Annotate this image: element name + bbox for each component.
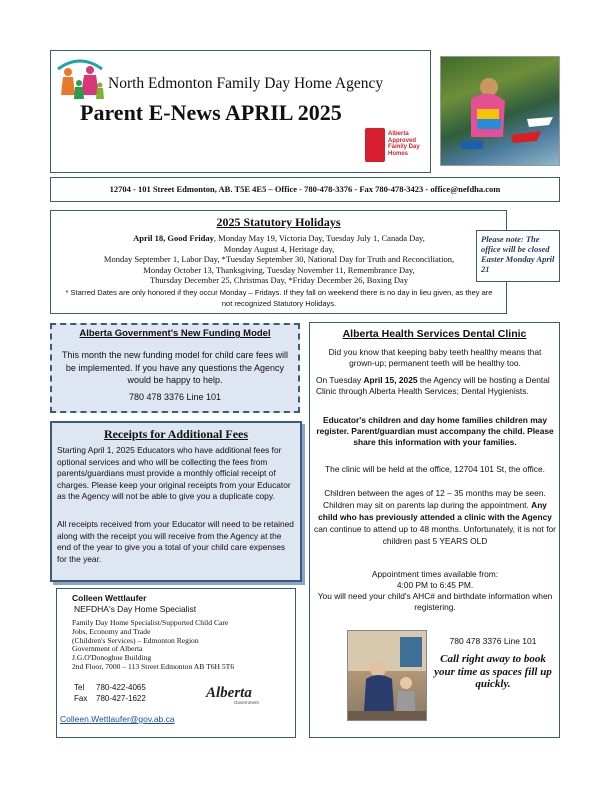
holidays-line-1 bbox=[55, 233, 503, 244]
dental-ages bbox=[314, 487, 556, 547]
receipts-title: Receipts for Additional Fees bbox=[103, 427, 249, 441]
funding-title: Alberta Government's New Funding Model bbox=[79, 328, 271, 339]
specialist-department bbox=[72, 619, 234, 672]
alberta-logo-sub: Government bbox=[234, 700, 259, 705]
specialist-role: NEFDHA's Day Home Specialist bbox=[74, 604, 197, 614]
dental-call-to-action: Call right away to book your time as spaces fill up quickly. bbox=[434, 653, 552, 690]
dept-line-2: Jobs, Economy and Trade bbox=[72, 626, 151, 636]
fax-label: Fax bbox=[74, 694, 88, 703]
specialist-fax bbox=[74, 694, 146, 703]
dept-line-6: 2nd Floor, 7000 – 113 Street Edmonton AB T6H 5T6 bbox=[72, 661, 235, 671]
appointments-line-2: 4:00 PM to 6:45 PM. bbox=[396, 580, 474, 590]
fax-number: 780-427-1622 bbox=[96, 694, 146, 703]
dental-date-paragraph bbox=[316, 375, 554, 397]
holidays-line-4: Monday October 13, Thanksgiving, Tuesday November 11, Remembrance Day, bbox=[143, 264, 415, 275]
tel-number: 780-422-4065 bbox=[96, 683, 146, 692]
dept-line-4: Government of Alberta bbox=[72, 644, 143, 654]
specialist-tel bbox=[74, 683, 146, 692]
child-playing-water-photo bbox=[440, 56, 560, 166]
dental-eligibility: Educator's children and day home families children may register. Parent/guardian must accompany the child. Please share this information with your families. bbox=[316, 415, 554, 447]
alberta-logo-text: Alberta bbox=[206, 685, 252, 701]
contact-bar: 12704 - 101 Street Edmonton, AB. T5E 4E5 – Office - 780-478-3376 - Fax 780-478-3423 - office@nefdha.com bbox=[50, 177, 560, 202]
dept-line-5: J.G.O'Donoghue Building bbox=[72, 653, 152, 663]
approved-badge-text: Alberta Approved Family Day Homes bbox=[388, 131, 420, 157]
dental-ages-c: can continue to attend up to 48 months. Unfortunately, it is not for children past 5 YEARS OLD bbox=[314, 524, 556, 546]
dental-phone: 780 478 3376 Line 101 bbox=[449, 636, 537, 646]
dental-ages-b: Any child who has previously attended a clinic with the Agency bbox=[318, 500, 552, 522]
holidays-title: 2025 Statutory Holidays bbox=[216, 215, 341, 229]
funding-body: This month the new funding model for child care fees will be implemented. If you have any questions the Agency would be happy to help. bbox=[61, 350, 289, 385]
specialist-name: Colleen Wettlaufer bbox=[72, 593, 147, 603]
holidays-lead: April 18, Good Friday bbox=[133, 233, 214, 243]
holidays-line-1-rest: , Monday May 19, Victoria Day, Tuesday July 1, Canada Day, bbox=[213, 233, 425, 243]
dental-date-pre: On Tuesday bbox=[316, 375, 364, 385]
holidays-note: * Starred Dates are only honored if they occur Monday – Fridays. If they fall on weekend there is no day in lieu given, as they are not recognized Statutory Holidays. bbox=[65, 288, 493, 308]
funding-phone: 780 478 3376 Line 101 bbox=[128, 392, 222, 402]
receipts-paragraph-2: All receipts received from your Educator will need to be retained along with the receipt you will receive from the Agency at the end of the year to give you a total of your child care expenses for the year. bbox=[57, 519, 294, 564]
holidays-line-5: Thursday December 25, Christmas Day, *Friday December 26, Boxing Day bbox=[149, 275, 409, 285]
alberta-logo bbox=[206, 685, 259, 705]
dental-ages-a: Children between the ages of 12 – 35 months may be seen. Children may sit on parents lap during the appointment. bbox=[323, 488, 546, 510]
specialist-email-link[interactable]: Colleen.Wettlaufer@gov.ab.ca bbox=[60, 714, 175, 724]
approved-badge-icon bbox=[365, 128, 385, 162]
office-closed-note: Please note: The office will be closed Easter Monday April 21 bbox=[476, 230, 560, 282]
appointments-line-3: You will need your child's AHC# and birthdate information when registering. bbox=[317, 591, 553, 612]
tel-label: Tel bbox=[74, 683, 85, 692]
holidays-line-2: Monday August 4, Heritage day, bbox=[223, 243, 335, 254]
dept-line-3: (Children's Services) – Edmonton Region bbox=[72, 635, 199, 645]
dental-date: April 15, 2025 bbox=[363, 375, 418, 385]
holidays-list bbox=[55, 233, 503, 286]
dental-location: The clinic will be held at the office, 12704 101 St, the office. bbox=[325, 464, 545, 474]
dept-line-1: Family Day Home Specialist/Supported Child Care bbox=[72, 618, 229, 627]
receipts-paragraph-1: Starting April 1, 2025 Educators who have additional fees for optional services and who will be collecting the fees from parents/guardians must provide a monthly official receipt of charges. Please keep your original receipts from your Educator as the Agency will not be able to give you a duplicate copy. bbox=[57, 445, 291, 502]
family-logo-icon bbox=[55, 55, 105, 101]
page-title: Parent E-News APRIL 2025 bbox=[80, 100, 342, 125]
dental-intro: Did you know that keeping baby teeth healthy means that grown-up; permanent teeth will be healthy too. bbox=[328, 347, 542, 368]
dental-date-post: the Agency will be hosting a Dental Clinic through Alberta Health Services; Dental Hygienists. bbox=[316, 375, 550, 396]
agency-name: North Edmonton Family Day Home Agency bbox=[108, 75, 384, 92]
appointments-line-1: Appointment times available from: bbox=[371, 569, 499, 579]
dental-clinic-photo bbox=[347, 630, 427, 721]
dental-title: Alberta Health Services Dental Clinic bbox=[342, 328, 527, 340]
holidays-line-3: Monday September 1, Labor Day, *Tuesday September 30, National Day for Truth and Reconciliation, bbox=[103, 254, 455, 264]
dental-appointments bbox=[316, 569, 554, 613]
